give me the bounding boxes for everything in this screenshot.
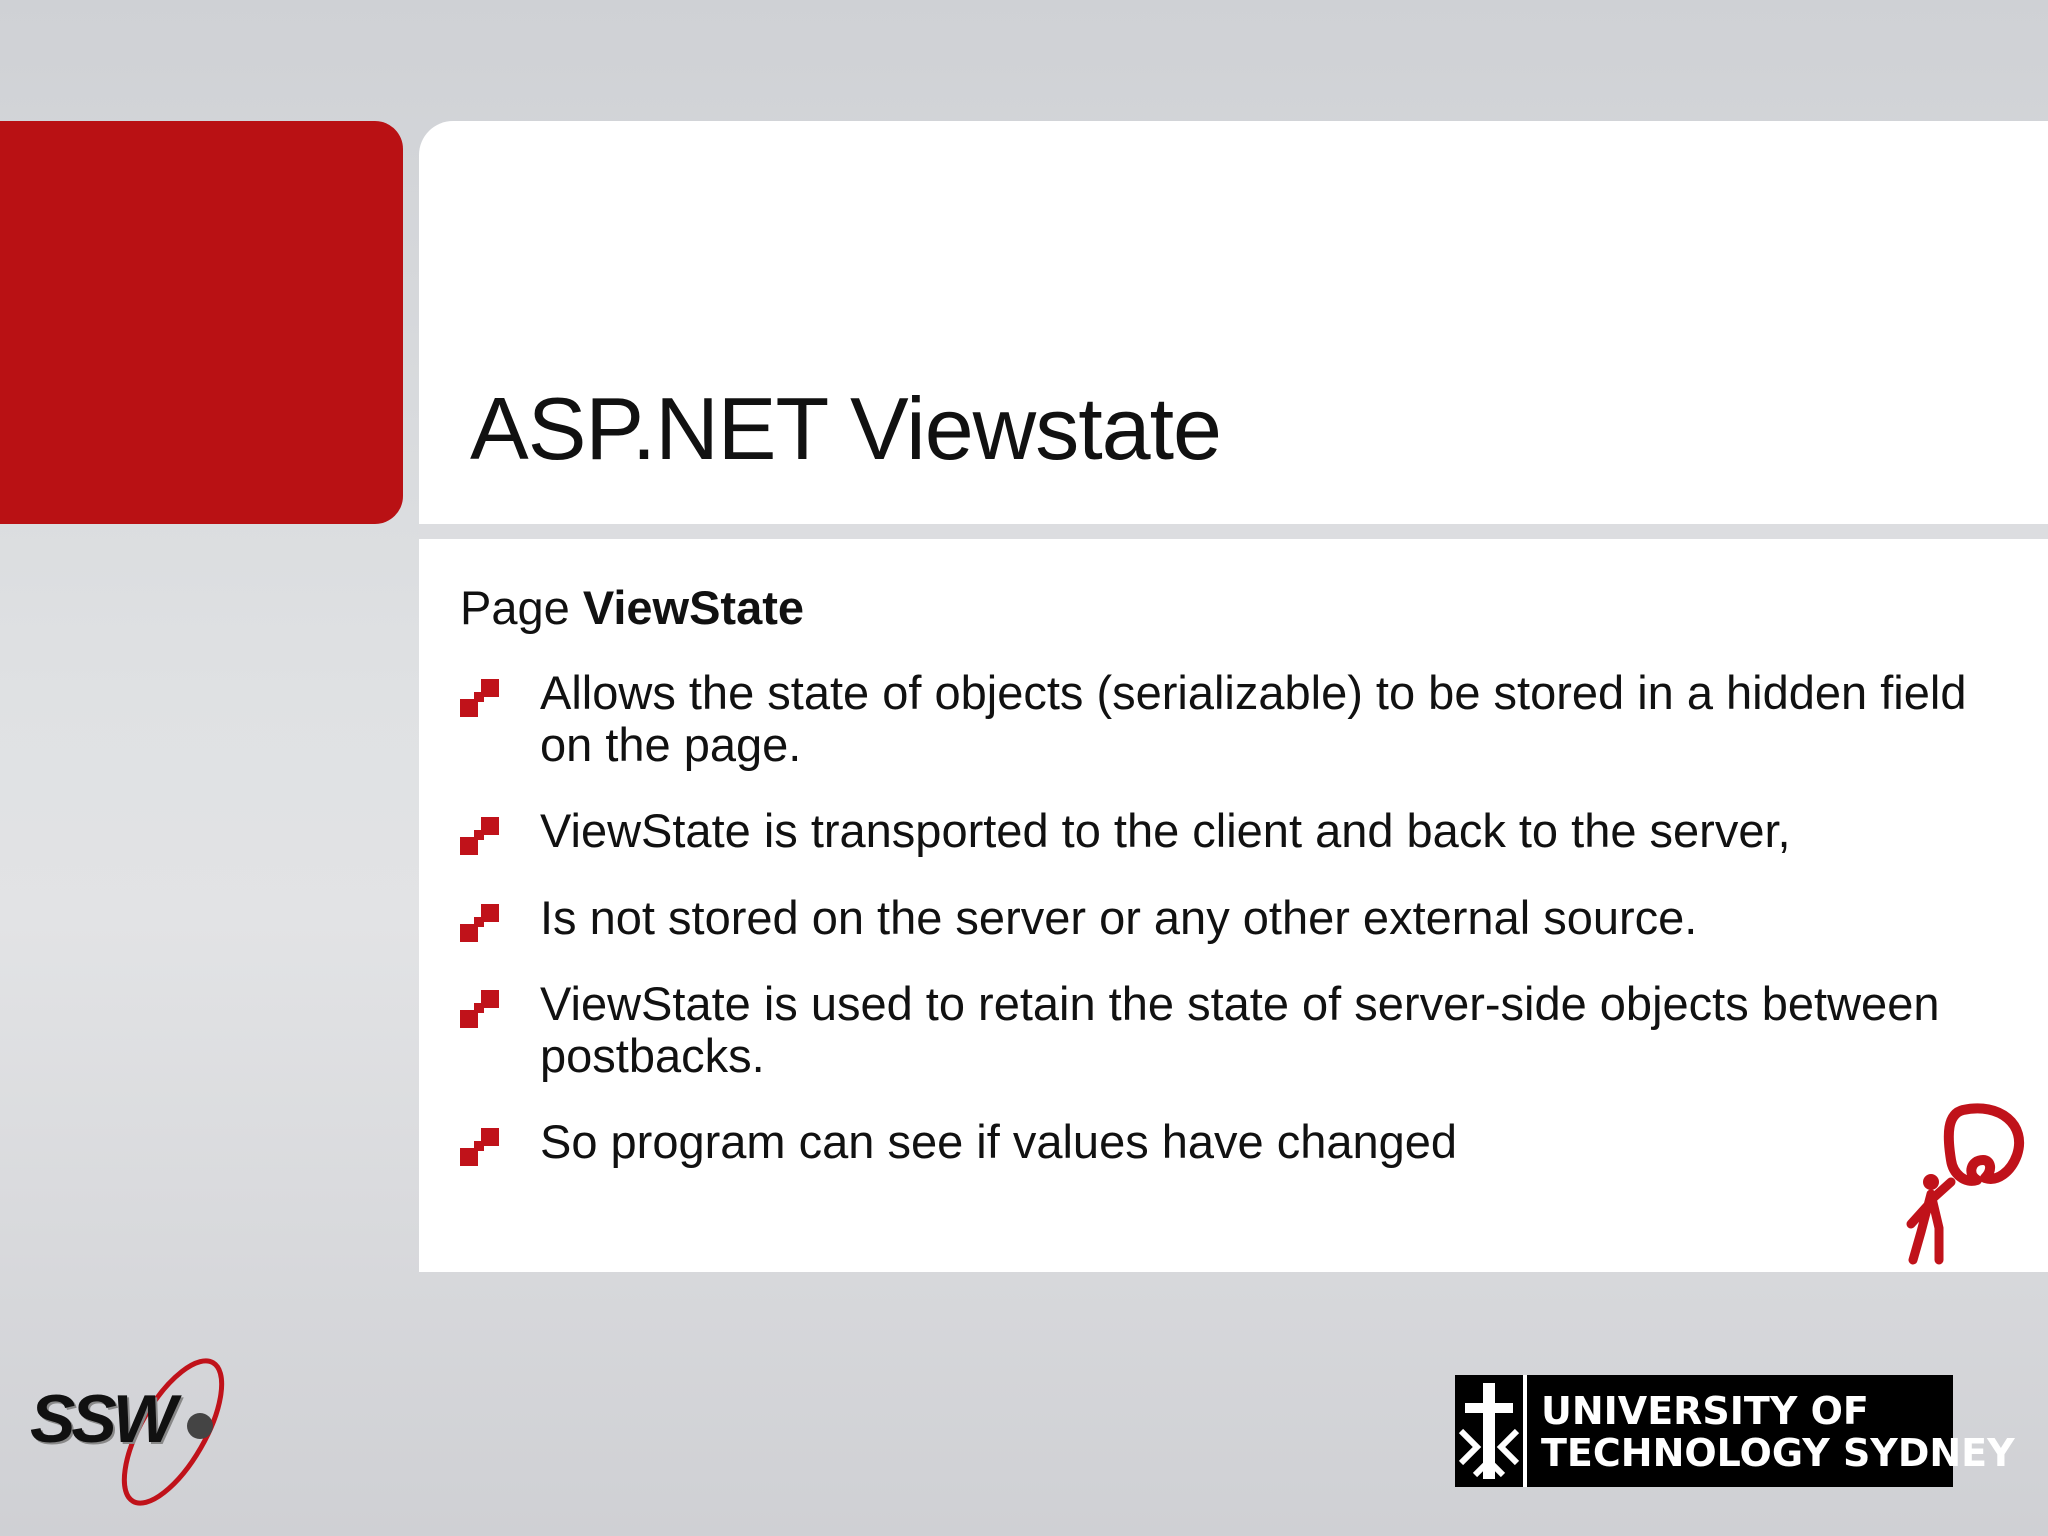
slide-title: ASP.NET Viewstate bbox=[470, 379, 1221, 478]
subheading bbox=[460, 580, 804, 635]
uts-logo bbox=[1455, 1375, 2015, 1487]
bullet-item bbox=[540, 892, 2000, 944]
red-square-bullet-icon bbox=[460, 679, 500, 719]
uts-crest-icon bbox=[1455, 1375, 1527, 1487]
red-square-bullet-icon bbox=[460, 904, 500, 944]
red-square-bullet-icon bbox=[460, 990, 500, 1030]
bullet-text: So program can see if values have changed bbox=[540, 1115, 1458, 1168]
bullet-item bbox=[540, 978, 2000, 1082]
bullet-text: Allows the state of objects (serializable) to be stored in a hidden field on the page. bbox=[540, 666, 1967, 771]
red-square-bullet-icon bbox=[460, 817, 500, 857]
uts-logo-line1: UNIVERSITY OF bbox=[1541, 1389, 1869, 1433]
bullet-text: ViewState is used to retain the state of server-side objects between postbacks. bbox=[540, 977, 1940, 1082]
bullet-item bbox=[540, 667, 2000, 771]
bullet-text: ViewState is transported to the client and back to the server, bbox=[540, 804, 1791, 857]
divider-band bbox=[419, 524, 2048, 539]
red-square-bullet-icon bbox=[460, 1128, 500, 1168]
bullet-item bbox=[540, 1116, 2000, 1168]
ssw-logo-text: SSW bbox=[30, 1381, 173, 1457]
uts-logo-line2: TECHNOLOGY SYDNEY bbox=[1541, 1431, 2015, 1475]
red-accent-block bbox=[0, 121, 403, 524]
bullet-text: Is not stored on the server or any other external source. bbox=[540, 891, 1698, 944]
subheading-bold: ViewState bbox=[582, 581, 805, 634]
subheading-prefix: Page bbox=[460, 581, 583, 634]
speaker-figure-icon bbox=[1905, 1100, 2027, 1265]
bullet-item bbox=[540, 805, 2000, 857]
